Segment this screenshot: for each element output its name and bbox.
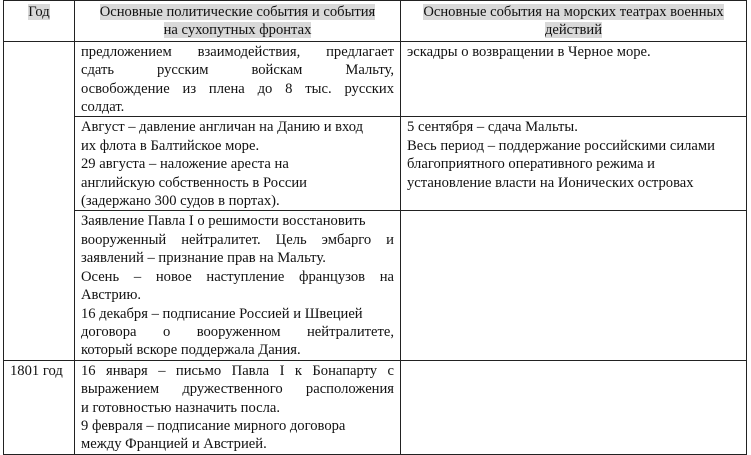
table-row (4, 211, 747, 360)
political-events-cell (75, 360, 401, 454)
event-line: заявлений – признание прав на Мальту. (81, 250, 326, 267)
event-line: Август – давление англичан на Данию и вход (81, 119, 364, 136)
event-line: (задержано 300 судов в портах). (81, 193, 280, 210)
year-cell: 1801 год (4, 360, 75, 454)
event-line: Заявление Павла I о решимости восстановить (81, 213, 366, 230)
event-line: Осень – новое наступление французов на (81, 268, 394, 285)
table-row (4, 360, 747, 454)
event-line: который вскоре поддержала Дания. (81, 342, 301, 359)
event-line: 29 августа – наложение ареста на (81, 156, 289, 173)
event-line: солдат. (81, 99, 125, 116)
events-table (3, 0, 747, 455)
event-line: между Францией и Австрией. (81, 436, 267, 453)
table-header-row (4, 1, 747, 42)
event-line: выражением дружественного расположения (81, 381, 394, 398)
table-row (4, 41, 747, 117)
event-line: Австрию. (81, 287, 142, 304)
naval-events-cell (401, 211, 747, 360)
naval-events-cell (401, 117, 747, 211)
event-line: эскадры о возвращении в Черное море. (407, 43, 651, 60)
event-line: 5 сентября – сдача Мальты. (407, 119, 578, 136)
header-political: Основные политические события и события на сухопутных фронтах (75, 1, 401, 42)
event-line: договора о вооруженном нейтралитете, (81, 323, 394, 340)
year-cell (4, 41, 75, 360)
event-line: благоприятного оперативного режима и (407, 156, 655, 173)
event-line: вооруженный нейтралитет. Цель эмбарго и (81, 231, 394, 248)
event-line: их флота в Балтийское море. (81, 137, 260, 154)
event-line: Весь период – поддержание российскими силами (407, 137, 715, 154)
event-line: освобождение из плена до 8 тыс. русских (81, 80, 394, 97)
political-events-cell (75, 117, 401, 211)
event-line: и готовностью назначить посла. (81, 399, 281, 416)
event-line: 16 января – письмо Павла I к Бонапарту с (81, 362, 394, 379)
table-row (4, 117, 747, 211)
event-line: предложением взаимодействия, предлагает (81, 43, 394, 60)
political-events-cell (75, 211, 401, 360)
naval-events-cell (401, 360, 747, 454)
political-events-cell (75, 41, 401, 117)
header-year: Год (4, 1, 75, 42)
event-line: 16 декабря – подписание Россией и Швецией (81, 305, 363, 322)
event-line: сдать русским войскам Мальту, (81, 62, 394, 79)
event-line: английскую собственность в России (81, 174, 307, 191)
naval-events-cell (401, 41, 747, 117)
header-naval: Основные события на морских театрах военных действий (401, 1, 747, 42)
event-line: 9 февраля – подписание мирного договора (81, 417, 346, 434)
event-line: установление власти на Ионических островах (407, 174, 694, 191)
